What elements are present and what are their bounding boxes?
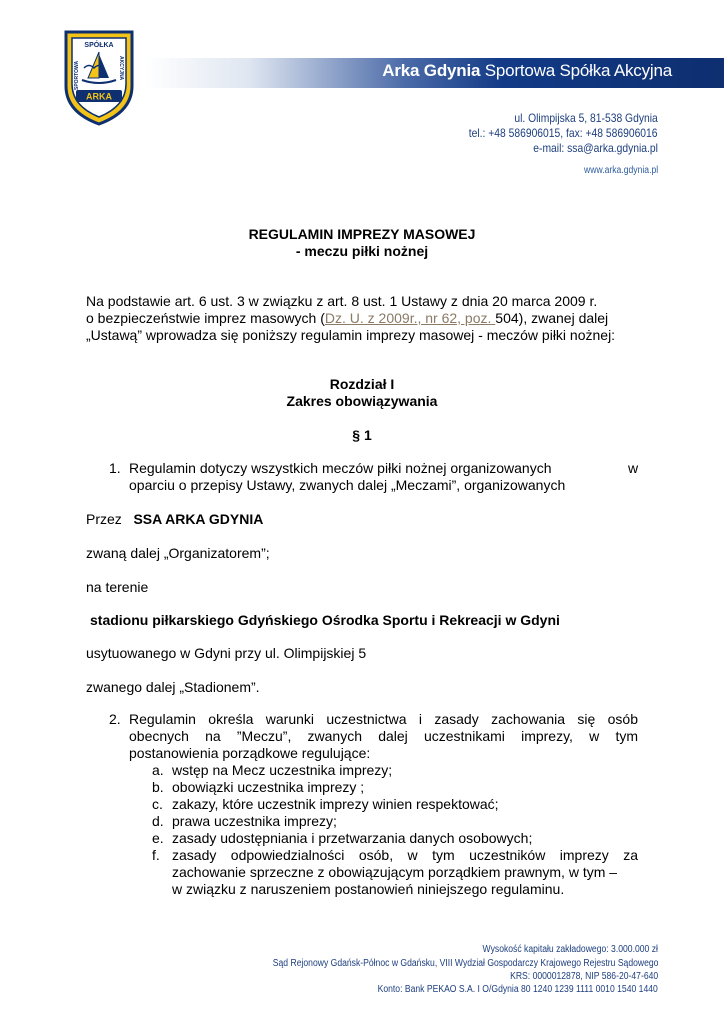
address: ul. Olimpijska 5, 81-538 Gdynia [514, 111, 658, 125]
chapter-heading: Rozdział I [329, 376, 395, 392]
intro-line-3: „Ustawą” wprowadza się poniższy regulamin imprezy masowej - meczów piłki nożnej: [86, 327, 616, 343]
document-title: REGULAMIN IMPREZY MASOWEJ [248, 226, 476, 242]
subitem-letter: a. [152, 762, 164, 778]
footer-court: Sąd Rejonowy Gdańsk-Północ w Gdańsku, VIII Wydział Gospodarczy Krajowego Rejestru Sądowego [272, 958, 658, 969]
item-2-line-3: postanowienia porządkowe regulujące: [129, 745, 371, 761]
subitem-text: obowiązki uczestnika imprezy ; [172, 779, 365, 795]
phone-fax: tel.: +48 586906015, fax: +48 586906016 [469, 126, 658, 140]
subitem-f-line-2: zachowanie sprzeczne z obowiązującym porządkiem prawnym, w tym – [172, 864, 618, 880]
footer-krs: KRS: 0000012878, NIP 586-20-47-640 [509, 971, 658, 982]
logo-right-text: AKCYJNA [118, 56, 124, 81]
paragraph-sign: § 1 [352, 427, 372, 443]
footer-capital: Wysokość kapitału zakładowego: 3.000.000 zł [482, 944, 658, 955]
subitem-text: prawa uczestnika imprezy; [172, 813, 337, 829]
subitem-text: wstęp na Mecz uczestnika imprezy; [172, 762, 393, 778]
subitem-letter: c. [152, 796, 163, 812]
item-2-line-2: obecnych na ”Meczu”, zwanych dalej uczestnikami imprezy, w tym [129, 728, 638, 744]
intro-line-1: Na podstawie art. 6 ust. 3 w związku z art. 8 ust. 1 Ustawy z dnia 20 marca 2009 r. [86, 293, 598, 309]
website: www.arka.gdynia.pl [583, 165, 658, 176]
logo-top-text: SPÓŁKA [84, 42, 114, 49]
subitem-letter: f. [152, 847, 160, 863]
organizer-name: SSA ARKA GDYNIA [133, 511, 264, 527]
subitem-letter: b. [152, 779, 164, 795]
stadium-definition: zwanego dalej „Stadionem”. [86, 679, 260, 695]
subitem-f-line-3: w związku z naruszeniem postanowień niniejszego regulaminu. [172, 881, 565, 897]
stadium-name: stadionu piłkarskiego Gdyńskiego Ośrodka Sportu i Rekreacji w Gdyni [90, 612, 560, 628]
organizer-definition: zwaną dalej „Organizatorem”; [86, 545, 270, 561]
logo-left-text: SPORTOWA [74, 60, 80, 90]
item-1-line-2: oparciu o przepisy Ustawy, zwanych dalej „Meczami”, organizowanych [129, 477, 566, 493]
company-name: Arka Gdynia Sportowa Spółka Akcyjna [382, 61, 672, 80]
item-1-number: 1. [109, 460, 121, 476]
document-subtitle: - meczu piłki nożnej [295, 243, 429, 259]
subitem-text: zasady udostępniania i przetwarzania danych osobowych; [172, 830, 533, 846]
item-1-line-1-end: w [628, 460, 639, 476]
footer-bank: Konto: Bank PEKAO S.A. I O/Gdynia 80 1240 1239 1111 0010 1540 1440 [377, 984, 658, 995]
item-2-line-1: Regulamin określa warunki uczestnictwa i zasady zachowania się osób [129, 711, 638, 727]
legal-reference-link[interactable]: Dz. U. z 2009r., nr 62, poz. [324, 310, 496, 326]
logo-banner-text: ARKA [86, 91, 112, 102]
location-intro: na terenie [86, 579, 149, 595]
stadium-address: usytuowanego w Gdyni przy ul. Olimpijskiej 5 [86, 645, 367, 661]
subitem-letter: d. [152, 813, 164, 829]
subitem-text: zasady odpowiedzialności osób, w tym uczestników imprezy za [172, 847, 638, 863]
arka-gdynia-logo [62, 28, 136, 126]
subitem-letter: e. [152, 830, 164, 846]
subitem-text: zakazy, które uczestnik imprezy winien respektować; [172, 796, 499, 812]
item-2-number: 2. [109, 711, 121, 727]
organizer-line: Przez SSA ARKA GDYNIA [86, 511, 264, 527]
chapter-title: Zakres obowiązywania [286, 393, 438, 409]
email: e-mail: ssa@arka.gdynia.pl [533, 141, 658, 155]
intro-line-2: o bezpieczeństwie imprez masowych (Dz. U. z 2009r., nr 62, poz. 504), zwanej dalej [86, 310, 609, 326]
item-1-line-1: Regulamin dotyczy wszystkich meczów piłki nożnej organizowanych [129, 460, 552, 476]
